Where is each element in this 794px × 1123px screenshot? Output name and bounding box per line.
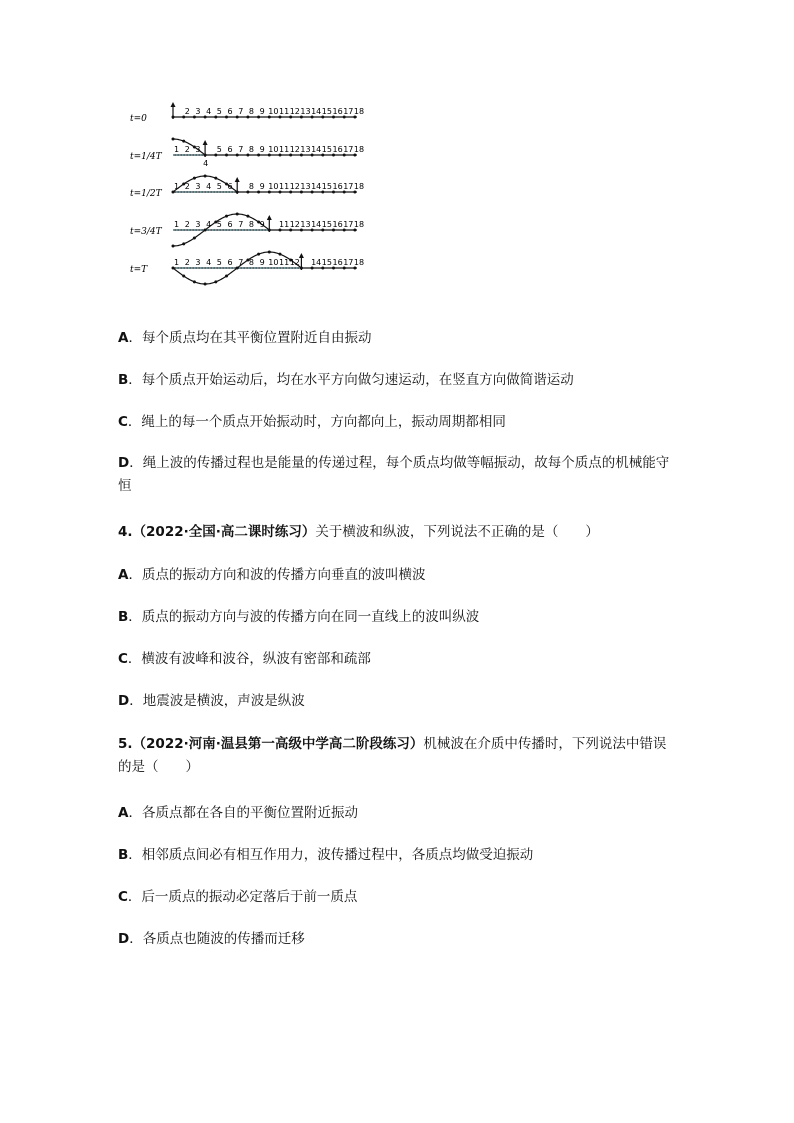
point-number: 2: [184, 107, 190, 116]
point-number: 2: [184, 220, 190, 229]
arrow-head: [203, 140, 208, 145]
point-number: 14: [311, 107, 322, 116]
question-source: （2022·全国·高二课时练习）: [132, 524, 316, 540]
question-number: 5.: [118, 736, 133, 752]
wave-propagation-figure: [128, 95, 368, 305]
option-text: 每个质点开始运动后，均在水平方向做匀速运动，在竖直方向做简谐运动: [141, 372, 574, 388]
point-number: 17: [343, 145, 354, 154]
point-number: 11: [279, 182, 290, 191]
point-number: 12: [289, 220, 300, 229]
point-number: 18: [353, 220, 365, 229]
option-letter: D: [118, 693, 130, 709]
point-number: 2: [184, 182, 190, 191]
point-number: 3: [195, 258, 201, 267]
q5-stem: [118, 733, 678, 779]
particle-dot: [279, 253, 282, 256]
row-label: t=3/4T: [130, 227, 162, 237]
question-text: 关于横波和纵波，下列说法不正确的是（ ）: [315, 524, 599, 540]
arrow-head: [235, 177, 240, 182]
point-number: 6: [227, 258, 233, 267]
point-number: 8: [248, 145, 254, 154]
particle-dot: [257, 253, 260, 256]
option-text: 绳上的每一个质点开始振动时，方向都向上，振动周期都相同: [141, 414, 506, 430]
point-number: 8: [248, 182, 254, 191]
point-number: 1: [174, 258, 180, 267]
point-number: 16: [332, 182, 343, 191]
particle-dot: [193, 280, 196, 283]
particle-dot: [225, 275, 228, 278]
option-letter: B: [118, 609, 129, 625]
point-number: 7: [238, 145, 244, 154]
point-number: 2: [184, 145, 190, 154]
point-number: 14: [311, 182, 322, 191]
option-text: 质点的振动方向和波的传播方向垂直的波叫横波: [141, 567, 426, 583]
q5-option-b[interactable]: B．相邻质点间必有相互作用力，波传播过程中，各质点均做受迫振动: [118, 847, 534, 863]
point-number: 4: [206, 220, 212, 229]
point-number: 14: [311, 220, 322, 229]
particle-dot: [268, 251, 271, 254]
particle-dot: [236, 213, 239, 216]
point-number: 4: [206, 258, 212, 267]
point-number: 4: [206, 107, 212, 116]
point-number: 11: [279, 220, 290, 229]
point-number: 5: [216, 107, 222, 116]
point-number: 15: [321, 107, 332, 116]
point-number: 8: [248, 258, 254, 267]
point-number: 6: [227, 107, 233, 116]
particle-dot: [204, 175, 207, 178]
point-number: 14: [311, 145, 322, 154]
row-label: t=1/2T: [130, 189, 162, 199]
point-number: 7: [238, 220, 244, 229]
option-text: 后一质点的振动必定落后于前一质点: [141, 889, 358, 905]
point-number: 13: [300, 107, 311, 116]
point-number: 11: [279, 258, 290, 267]
point-number: 5: [216, 258, 222, 267]
point-number: 17: [343, 258, 354, 267]
point-number: 18: [353, 182, 365, 191]
q4-option-a[interactable]: A．质点的振动方向和波的传播方向垂直的波叫横波: [118, 567, 426, 583]
q3-option-a[interactable]: A．每个质点均在其平衡位置附近自由振动: [118, 330, 372, 346]
option-text: 各质点都在各自的平衡位置附近振动: [141, 805, 358, 821]
point-number: 13: [300, 145, 311, 154]
point-number: 7: [238, 107, 244, 116]
particle-dot: [182, 275, 185, 278]
point-number: 2: [184, 258, 190, 267]
row-label: t=1/4T: [130, 152, 162, 162]
point-number: 17: [343, 220, 354, 229]
point-number: 18: [353, 145, 365, 154]
point-number: 8: [248, 220, 254, 229]
point-number: 3: [195, 220, 201, 229]
q5-option-d[interactable]: D．各质点也随波的传播而迁移: [118, 931, 305, 947]
option-letter: C: [118, 889, 128, 905]
point-number: 13: [300, 220, 311, 229]
point-number: 9: [259, 182, 265, 191]
row-label: t=T: [130, 265, 148, 275]
point-number: 17: [343, 107, 354, 116]
question-text: 机械波在介质中传播时，下列说法中错误的是（ ）: [118, 736, 667, 775]
point-number: 6: [227, 220, 233, 229]
point-number: 15: [321, 258, 332, 267]
option-text: 相邻质点间必有相互作用力，波传播过程中，各质点均做受迫振动: [141, 847, 534, 863]
q3-option-b[interactable]: B．每个质点开始运动后，均在水平方向做匀速运动，在竖直方向做简谐运动: [118, 372, 574, 388]
option-letter: C: [118, 414, 128, 430]
point-number: 3: [195, 145, 201, 154]
particle-dot: [246, 215, 249, 218]
point-number: 16: [332, 220, 343, 229]
option-letter: C: [118, 651, 128, 667]
point-number: 16: [332, 145, 343, 154]
point-number: 9: [259, 145, 265, 154]
option-letter: B: [118, 372, 129, 388]
particle-dot: [182, 140, 185, 143]
point-number: 9: [259, 258, 265, 267]
point-number: 14: [311, 258, 322, 267]
point-number: 9: [259, 107, 265, 116]
option-text: 横波有波峰和波谷，纵波有密部和疏部: [141, 651, 371, 667]
option-letter: A: [118, 330, 129, 346]
point-number: 15: [321, 145, 332, 154]
point-number: 16: [332, 258, 343, 267]
option-text: 地震波是横波，声波是纵波: [142, 693, 305, 709]
q5-option-a[interactable]: A．各质点都在各自的平衡位置附近振动: [118, 805, 358, 821]
point-number: 1: [174, 182, 180, 191]
particle-dot: [172, 245, 175, 248]
row-label: t=0: [130, 114, 147, 124]
point-number: 15: [321, 182, 332, 191]
point-number: 8: [248, 107, 254, 116]
point-number: 3: [195, 107, 201, 116]
point-number: 12: [289, 145, 300, 154]
option-letter: A: [118, 805, 129, 821]
particle-dot: [214, 177, 217, 180]
q4-stem: [118, 522, 599, 542]
option-letter: B: [118, 847, 129, 863]
point-number: 1: [174, 145, 180, 154]
point-number: 1: [174, 220, 180, 229]
q4-option-d[interactable]: D．地震波是横波，声波是纵波: [118, 693, 305, 709]
option-text: 各质点也随波的传播而迁移: [142, 931, 305, 947]
particle-dot: [172, 138, 175, 141]
question-source: （2022·河南·温县第一高级中学高二阶段练习）: [132, 736, 424, 752]
option-letter: D: [118, 931, 130, 947]
point-number: 6: [227, 182, 233, 191]
point-number: 5: [216, 182, 222, 191]
point-number: 12: [289, 107, 300, 116]
point-number: 13: [300, 182, 311, 191]
point-number: 17: [343, 182, 354, 191]
particle-dot: [193, 237, 196, 240]
arrow-head: [171, 102, 176, 107]
point-number: 12: [289, 182, 300, 191]
point-number: 9: [259, 220, 265, 229]
option-letter: A: [118, 567, 129, 583]
point-number: 16: [332, 107, 343, 116]
point-number: 5: [216, 220, 222, 229]
particle-dot: [225, 215, 228, 218]
point-number: 4: [206, 182, 212, 191]
q5-option-c[interactable]: C．后一质点的振动必定落后于前一质点: [118, 889, 358, 905]
point-number: 11: [279, 107, 290, 116]
point-number: 7: [238, 258, 244, 267]
point-number: 3: [195, 182, 201, 191]
point-number: 4: [203, 159, 209, 168]
point-number: 6: [227, 145, 233, 154]
point-number: 5: [216, 145, 222, 154]
particle-dot: [182, 242, 185, 245]
arrow-head: [267, 215, 272, 220]
option-text: 质点的振动方向与波的传播方向在同一直线上的波叫纵波: [141, 609, 480, 625]
question-number: 4.: [118, 524, 133, 540]
option-letter: D: [118, 455, 130, 471]
q3-option-d[interactable]: D．绳上波的传播过程也是能量的传递过程，每个质点均做等幅振动，故每个质点的机械能守恒: [118, 455, 670, 494]
particle-dot: [214, 280, 217, 283]
q3-option-c[interactable]: C．绳上的每一个质点开始振动时，方向都向上，振动周期都相同: [118, 414, 506, 430]
point-number: 18: [353, 258, 365, 267]
point-number: 12: [289, 258, 300, 267]
q4-option-b[interactable]: B．质点的振动方向与波的传播方向在同一直线上的波叫纵波: [118, 609, 480, 625]
point-number: 15: [321, 220, 332, 229]
point-number: 18: [353, 107, 365, 116]
point-number: 10: [268, 107, 279, 116]
point-number: 11: [279, 145, 290, 154]
particle-dot: [204, 283, 207, 286]
point-number: 10: [268, 258, 279, 267]
option-text: 绳上波的传播过程也是能量的传递过程，每个质点均做等幅振动，故每个质点的机械能守恒: [118, 455, 670, 494]
q4-option-c[interactable]: C．横波有波峰和波谷，纵波有密部和疏部: [118, 651, 371, 667]
option-text: 每个质点均在其平衡位置附近自由振动: [141, 330, 372, 346]
point-number: 10: [268, 145, 279, 154]
particle-dot: [193, 177, 196, 180]
point-number: 10: [268, 182, 279, 191]
